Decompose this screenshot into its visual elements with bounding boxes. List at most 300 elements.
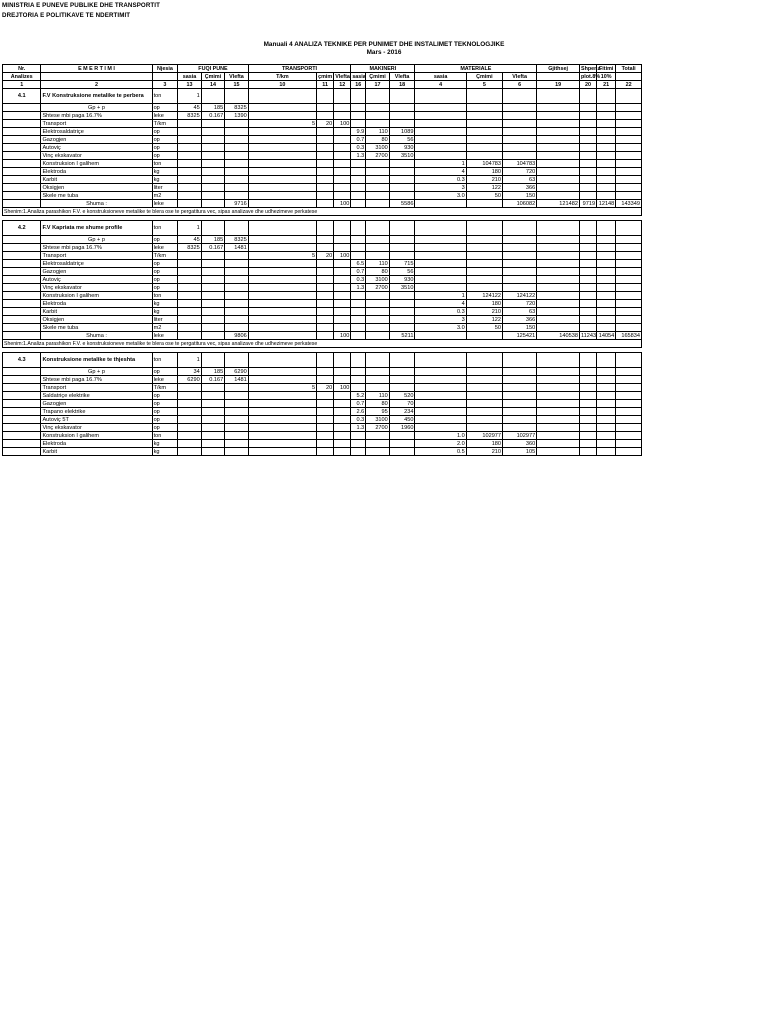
- cell-totali: [616, 252, 642, 260]
- analysis-number: [3, 316, 41, 324]
- cell-mk_q: [351, 440, 366, 448]
- cell-mt_p: [466, 200, 502, 208]
- cell-fp_p: [201, 316, 225, 324]
- table-row: [3, 184, 642, 192]
- item-description: Shuma :: [41, 332, 152, 340]
- cell-tr_p: [317, 324, 334, 332]
- cell-fitimi: [597, 368, 616, 376]
- cell-tr_p: [317, 448, 334, 456]
- col-number: 5: [466, 81, 502, 89]
- cell-mk_q: 1.3: [351, 284, 366, 292]
- col-number: 2: [41, 81, 152, 89]
- cell-totali: [616, 384, 642, 392]
- cell-tr_v: 100: [334, 200, 351, 208]
- cell-totali: [616, 300, 642, 308]
- cell-totali: [616, 432, 642, 440]
- item-description: Gp + p: [41, 368, 152, 376]
- analysis-number: [3, 200, 41, 208]
- item-description: Transport: [41, 384, 152, 392]
- cell-totali: [616, 376, 642, 384]
- cell-tr_q: [248, 276, 316, 284]
- cell-shpenzime: [579, 416, 596, 424]
- cell-tr_p: [317, 424, 334, 432]
- cell-mt_p: 180: [466, 440, 502, 448]
- cell-fp_v: [225, 268, 249, 276]
- cell-mt_p: 104783: [466, 160, 502, 168]
- cell-fp_q: 45: [178, 104, 202, 112]
- cell-fitimi: [597, 252, 616, 260]
- cell-mt_v: 360: [503, 440, 537, 448]
- cell-mk_p: [366, 244, 390, 252]
- analysis-number: [3, 332, 41, 340]
- cell-fp_v: [225, 152, 249, 160]
- analysis-number: [3, 176, 41, 184]
- cell-gjithsej: [537, 160, 580, 168]
- document-date: Mars - 2016: [366, 49, 402, 56]
- cell-mt_p: [466, 112, 502, 120]
- col-makineri: MAKINERI: [351, 65, 415, 73]
- item-description: Gazogjen: [41, 136, 152, 144]
- table-row: [3, 252, 642, 260]
- cell-fp_p: [201, 284, 225, 292]
- cell-fp_p: [201, 448, 225, 456]
- sum-row: [3, 200, 642, 208]
- analysis-number: [3, 192, 41, 200]
- analysis-number: [3, 160, 41, 168]
- table-row: [3, 276, 642, 284]
- cell-tr_q: [248, 440, 316, 448]
- cell-fp_p: [201, 353, 225, 368]
- cell-mt_v: [503, 416, 537, 424]
- analysis-number: [3, 268, 41, 276]
- item-unit: op: [152, 268, 178, 276]
- cell-mk_p: [366, 112, 390, 120]
- cell-mt_q: [415, 276, 466, 284]
- cell-fp_p: [201, 300, 225, 308]
- cell-totali: [616, 244, 642, 252]
- col-number: 16: [351, 81, 366, 89]
- cell-totali: [616, 448, 642, 456]
- cell-tr_p: [317, 104, 334, 112]
- col-number: 20: [579, 81, 596, 89]
- sub-sasia: sasia: [415, 73, 466, 81]
- cell-mt_p: 180: [466, 300, 502, 308]
- cell-mt_p: 210: [466, 176, 502, 184]
- cell-mt_q: [415, 221, 466, 236]
- cell-mt_p: [466, 368, 502, 376]
- cell-fitimi: [597, 384, 616, 392]
- cell-tr_v: [334, 221, 351, 236]
- item-description: Shtese mbi paga 16.7%: [41, 376, 152, 384]
- cell-fitimi: [597, 144, 616, 152]
- table-row: [3, 448, 642, 456]
- cell-gjithsej: [537, 89, 580, 104]
- table-row: [3, 384, 642, 392]
- item-description: Gp + p: [41, 236, 152, 244]
- col-materiale: MATERIALE: [415, 65, 537, 73]
- cell-tr_p: [317, 268, 334, 276]
- cell-fp_p: [201, 144, 225, 152]
- cell-fp_v: [225, 424, 249, 432]
- cell-fitimi: [597, 152, 616, 160]
- item-description: Elektroda: [41, 168, 152, 176]
- cell-tr_q: [248, 136, 316, 144]
- cell-mt_v: 366: [503, 316, 537, 324]
- cell-mk_q: [351, 332, 366, 340]
- cell-mk_p: [366, 300, 390, 308]
- cell-fitimi: [597, 221, 616, 236]
- item-unit: ton: [152, 160, 178, 168]
- cell-mt_p: [466, 392, 502, 400]
- cell-mk_q: 1.3: [351, 152, 366, 160]
- cell-mk_q: [351, 384, 366, 392]
- cell-totali: [616, 392, 642, 400]
- sub-cmimi: Çmimi: [466, 73, 502, 81]
- cell-mk_p: 110: [366, 128, 390, 136]
- table-row: [3, 236, 642, 244]
- cell-fp_v: [225, 292, 249, 300]
- cell-mk_p: [366, 176, 390, 184]
- cell-mk_v: [389, 192, 415, 200]
- cell-fp_p: [201, 308, 225, 316]
- cell-mk_p: 3100: [366, 144, 390, 152]
- cell-tr_q: [248, 324, 316, 332]
- header-row-numbers: [3, 81, 642, 89]
- item-unit: op: [152, 144, 178, 152]
- analysis-number: [3, 424, 41, 432]
- cell-mt_v: 102977: [503, 432, 537, 440]
- cell-gjithsej: [537, 104, 580, 112]
- cell-mt_q: 4: [415, 300, 466, 308]
- cell-fp_v: [225, 448, 249, 456]
- cell-fp_p: [201, 120, 225, 128]
- cell-fp_p: [201, 384, 225, 392]
- cell-fitimi: [597, 260, 616, 268]
- cell-mt_q: 3.0: [415, 324, 466, 332]
- cell-shpenzime: [579, 192, 596, 200]
- cell-mk_p: 110: [366, 392, 390, 400]
- item-unit: leke: [152, 376, 178, 384]
- cell-totali: [616, 112, 642, 120]
- col-number: 13: [178, 81, 202, 89]
- cell-mt_p: [466, 268, 502, 276]
- col-number: 11: [317, 81, 334, 89]
- cell-tr_v: [334, 168, 351, 176]
- item-unit: leke: [152, 112, 178, 120]
- analysis-number: [3, 104, 41, 112]
- cell-shpenzime: [579, 353, 596, 368]
- cell-tr_q: [248, 184, 316, 192]
- cell-mt_p: [466, 144, 502, 152]
- cell-totali: [616, 308, 642, 316]
- cell-shpenzime: [579, 400, 596, 408]
- cell-mk_v: [389, 384, 415, 392]
- cell-tr_q: [248, 308, 316, 316]
- cell-mk_q: 6.5: [351, 260, 366, 268]
- cell-mk_p: [366, 184, 390, 192]
- cell-fp_q: 8325: [178, 112, 202, 120]
- cell-shpenzime: [579, 392, 596, 400]
- cell-gjithsej: [537, 416, 580, 424]
- cell-tr_q: [248, 192, 316, 200]
- cell-mk_v: 1960: [389, 424, 415, 432]
- cell-mt_p: [466, 284, 502, 292]
- item-unit: m2: [152, 324, 178, 332]
- cell-tr_q: [248, 424, 316, 432]
- cell-mk_v: 1089: [389, 128, 415, 136]
- cell-mk_p: 3100: [366, 276, 390, 284]
- sub-vlefta: Vlefta: [225, 73, 249, 81]
- cell-tr_q: [248, 89, 316, 104]
- cell-fp_q: [178, 144, 202, 152]
- cell-mt_v: [503, 136, 537, 144]
- cell-fp_v: [225, 400, 249, 408]
- cell-mk_p: [366, 368, 390, 376]
- analysis-number: [3, 408, 41, 416]
- cell-mt_q: [415, 136, 466, 144]
- cell-tr_v: [334, 112, 351, 120]
- cell-mk_q: [351, 168, 366, 176]
- cell-mk_p: [366, 168, 390, 176]
- item-unit: op: [152, 152, 178, 160]
- item-description: Gazogjen: [41, 400, 152, 408]
- cell-mk_q: [351, 104, 366, 112]
- item-unit: op: [152, 276, 178, 284]
- sum-row: [3, 332, 642, 340]
- col-number: 14: [201, 81, 225, 89]
- cell-tr_q: [248, 168, 316, 176]
- cell-mk_q: 9.9: [351, 128, 366, 136]
- cell-fp_p: [201, 200, 225, 208]
- cell-fitimi: [597, 276, 616, 284]
- cell-mk_p: [366, 160, 390, 168]
- cell-fp_p: [201, 252, 225, 260]
- cell-totali: [616, 353, 642, 368]
- cell-fp_v: [225, 221, 249, 236]
- cell-mk_p: [366, 120, 390, 128]
- cell-fp_p: [201, 432, 225, 440]
- cell-mk_p: 3100: [366, 416, 390, 424]
- analysis-number: [3, 416, 41, 424]
- cell-mk_p: [366, 448, 390, 456]
- cell-fp_p: [201, 160, 225, 168]
- table-row: [3, 152, 642, 160]
- cell-totali: [616, 168, 642, 176]
- cell-gjithsej: [537, 192, 580, 200]
- cell-mk_p: 110: [366, 260, 390, 268]
- cell-mk_q: [351, 120, 366, 128]
- cell-gjithsej: [537, 308, 580, 316]
- item-description: Transport: [41, 252, 152, 260]
- table-row: [3, 432, 642, 440]
- cell-mk_q: [351, 89, 366, 104]
- cell-fp_q: [178, 268, 202, 276]
- item-description: Konstruksion I galihem: [41, 160, 152, 168]
- cell-shpenzime: [579, 292, 596, 300]
- cell-fp_p: 0.167: [201, 376, 225, 384]
- cell-fp_p: [201, 332, 225, 340]
- cell-shpenzime: [579, 236, 596, 244]
- cell-mk_q: 0.7: [351, 400, 366, 408]
- cell-fp_q: [178, 316, 202, 324]
- cell-mt_v: [503, 104, 537, 112]
- cell-mk_v: 450: [389, 416, 415, 424]
- cell-mk_v: [389, 104, 415, 112]
- cell-tr_q: [248, 221, 316, 236]
- cell-mt_p: [466, 332, 502, 340]
- cell-fp_v: [225, 168, 249, 176]
- cell-mk_p: [366, 376, 390, 384]
- note-row: [3, 208, 642, 216]
- table-row: [3, 300, 642, 308]
- cell-tr_v: [334, 160, 351, 168]
- cell-tr_q: [248, 284, 316, 292]
- cell-mk_q: [351, 448, 366, 456]
- cell-mk_q: 0.3: [351, 276, 366, 284]
- item-unit: ton: [152, 221, 178, 236]
- cell-mt_q: 0.5: [415, 448, 466, 456]
- analysis-table: [2, 64, 642, 456]
- cell-fitimi: [597, 236, 616, 244]
- item-unit: op: [152, 236, 178, 244]
- cell-mk_q: [351, 308, 366, 316]
- cell-tr_v: [334, 89, 351, 104]
- cell-mk_v: [389, 120, 415, 128]
- analysis-number: 4.2: [3, 221, 41, 236]
- cell-mt_v: 150: [503, 324, 537, 332]
- cell-tr_p: [317, 332, 334, 340]
- cell-tr_v: [334, 276, 351, 284]
- cell-mk_v: [389, 292, 415, 300]
- cell-mt_p: 210: [466, 448, 502, 456]
- cell-tr_q: [248, 316, 316, 324]
- cell-mk_v: [389, 324, 415, 332]
- cell-fp_v: [225, 284, 249, 292]
- item-description: Autoviç: [41, 144, 152, 152]
- cell-fp_q: [178, 152, 202, 160]
- cell-tr_v: [334, 236, 351, 244]
- cell-fp_q: [178, 324, 202, 332]
- cell-tr_p: [317, 184, 334, 192]
- cell-fitimi: [597, 268, 616, 276]
- cell-mk_v: [389, 168, 415, 176]
- col-shpenzime: Shpenz.: [580, 65, 602, 72]
- cell-totali: [616, 324, 642, 332]
- cell-mk_v: [389, 432, 415, 440]
- cell-mt_p: [466, 252, 502, 260]
- table-row: [3, 136, 642, 144]
- cell-shpenzime: [579, 152, 596, 160]
- cell-mt_v: 720: [503, 300, 537, 308]
- item-description: Konstruksion I galihem: [41, 432, 152, 440]
- cell-tr_p: [317, 440, 334, 448]
- table-row: [3, 120, 642, 128]
- cell-mk_p: [366, 104, 390, 112]
- item-description: F.V Kapriata me shume profile: [41, 221, 152, 236]
- document-title: Manuali 4 ANALIZA TEKNIKE PER PUNIMET DHE INSTALIMET TEKNOLOGJIKE: [263, 41, 505, 48]
- table-row: [3, 128, 642, 136]
- cell-totali: [616, 136, 642, 144]
- table-row: [3, 89, 642, 104]
- table-row: [3, 424, 642, 432]
- cell-mt_q: [415, 120, 466, 128]
- col-number: 12: [334, 81, 351, 89]
- cell-mt_p: 50: [466, 324, 502, 332]
- cell-fp_p: [201, 392, 225, 400]
- cell-fp_p: [201, 416, 225, 424]
- cell-mt_p: [466, 276, 502, 284]
- cell-gjithsej: [537, 168, 580, 176]
- item-description: Transport: [41, 120, 152, 128]
- cell-mt_p: [466, 376, 502, 384]
- cell-totali: 143349: [616, 200, 642, 208]
- cell-mk_q: [351, 368, 366, 376]
- col-analizes: Analizes: [3, 73, 41, 81]
- item-unit: leke: [152, 332, 178, 340]
- cell-gjithsej: [537, 368, 580, 376]
- note-row: [3, 340, 642, 348]
- cell-fitimi: [597, 392, 616, 400]
- cell-mt_p: [466, 416, 502, 424]
- item-description: Vinç ekskavator: [41, 152, 152, 160]
- cell-mk_v: [389, 244, 415, 252]
- table-row: [3, 292, 642, 300]
- table-row: [3, 324, 642, 332]
- cell-tr_p: [317, 276, 334, 284]
- cell-tr_v: [334, 400, 351, 408]
- cell-fp_v: [225, 353, 249, 368]
- cell-totali: [616, 276, 642, 284]
- cell-tr_p: [317, 160, 334, 168]
- cell-mt_q: [415, 284, 466, 292]
- cell-tr_q: [248, 353, 316, 368]
- cell-mk_p: 80: [366, 268, 390, 276]
- cell-mk_q: 0.3: [351, 416, 366, 424]
- item-description: Elektroda: [41, 300, 152, 308]
- cell-mt_v: [503, 260, 537, 268]
- cell-tr_p: [317, 244, 334, 252]
- cell-mk_p: [366, 308, 390, 316]
- cell-tr_q: [248, 104, 316, 112]
- cell-gjithsej: [537, 408, 580, 416]
- cell-mt_p: 102977: [466, 432, 502, 440]
- table-row: [3, 168, 642, 176]
- cell-tr_p: [317, 128, 334, 136]
- analysis-number: [3, 392, 41, 400]
- cell-mt_q: [415, 144, 466, 152]
- col-number: 17: [366, 81, 390, 89]
- cell-mk_v: [389, 368, 415, 376]
- cell-shpenzime: [579, 89, 596, 104]
- cell-tr_q: 5: [248, 252, 316, 260]
- cell-fp_v: [225, 89, 249, 104]
- cell-tr_v: [334, 152, 351, 160]
- item-description: Karbit: [41, 308, 152, 316]
- cell-gjithsej: [537, 292, 580, 300]
- cell-mt_p: [466, 89, 502, 104]
- analysis-number: [3, 440, 41, 448]
- cell-mk_v: 56: [389, 268, 415, 276]
- cell-mk_p: 2700: [366, 424, 390, 432]
- cell-shpenzime: [579, 112, 596, 120]
- cell-tr_q: [248, 300, 316, 308]
- cell-shpenzime: [579, 440, 596, 448]
- cell-fp_v: [225, 192, 249, 200]
- cell-mk_p: [366, 292, 390, 300]
- cell-mt_p: [466, 152, 502, 160]
- cell-fitimi: [597, 104, 616, 112]
- cell-fp_v: [225, 176, 249, 184]
